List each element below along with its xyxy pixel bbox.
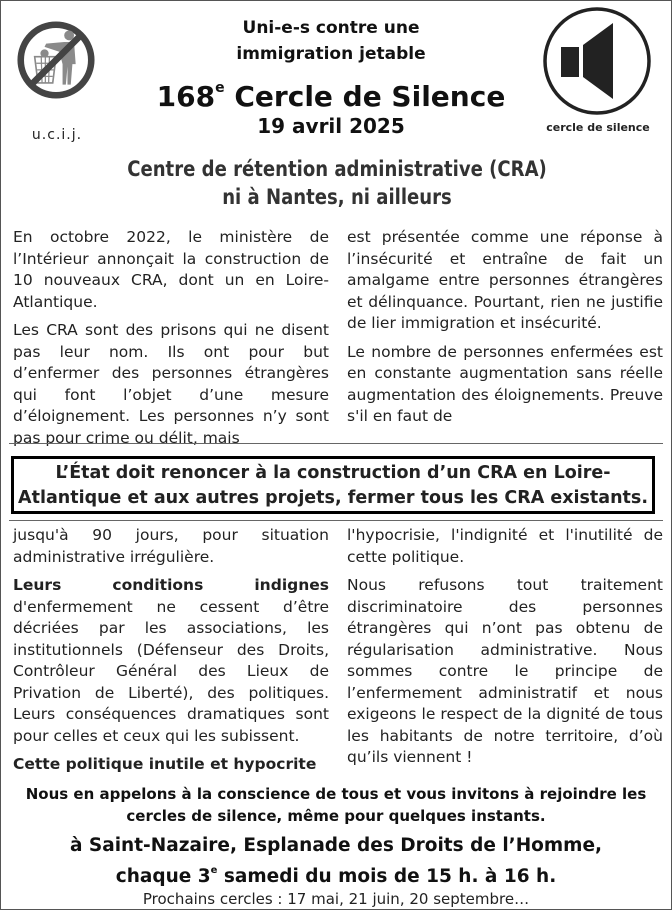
- headline: Centre de rétention administrative (CRA) ni à Nantes, ni ailleurs: [127, 157, 547, 209]
- event-date: 19 avril 2025: [257, 114, 405, 138]
- next-dates: Prochains cercles : 17 mai, 21 juin, 20 septembre…: [142, 890, 530, 908]
- bottom-columns: [13, 525, 663, 783]
- footer: Nous en appelons à la conscience de tous et vous invitons à rejoindre les cercles de silence, même pour quelques instants. à Saint-Nazaire, Esplanade des Droits de l’Homme, chaque 3e samedi du mois de 15 h. à 16 h. Prochains cercles : 17 mai, 21 juin, 20 septembre…: [11, 783, 661, 909]
- top-left-column: En octobre 2022, le ministère de l’Intérieur annonçait la construction de 10 nouveaux CRA, dont un en Loire-Atlantique. Les CRA sont des prisons qui ne disent pas leur nom. Ils ont pour but d’enfermer des personnes étrangères qui font l’objet d’une mesure d’éloignement. Les personnes n’y sont pas pour crime ou délit, mais: [13, 228, 329, 447]
- top-right-column: est présentée comme une réponse à l’insécurité et entraîne de fait un amalgame entre personnes étrangères et délinquance. Pourtant, rien ne justifie de lier immigration et insécurité. Le nombre de personnes enfermées est en constante augmentation sans réelle augmentation des éloignements. Preuve s'il en faut de: [347, 228, 663, 425]
- callout-box: L’État doit renoncer à la construction d’un CRA en Loire- Atlantique et aux autres projets, fermer tous les CRA existants.: [11, 456, 655, 514]
- header-subtitle-line2: immigration jetable: [236, 44, 426, 64]
- divider-top: [9, 443, 663, 444]
- bottom-left-column: jusqu'à 90 jours, pour situation administrative irrégulière. Leurs conditions indignes d'enfermement ne cessent d’être décriées par les associations, les institutionnels (Défenseur des Droits, Contrôleur Général des Lieux de Privation de Liberté), des politiques. Leurs conséquences dramatiques sont pour celles et ceux qui les subissent. Cette politique inutile et hypocrite: [13, 526, 329, 773]
- header: [121, 15, 541, 138]
- no-littering-crossed-icon: [15, 19, 97, 101]
- speaker-mute-icon: [541, 5, 653, 117]
- location: à Saint-Nazaire, Esplanade des Droits de l’Homme,: [69, 835, 603, 856]
- header-subtitle-line1: Uni-e-s contre une: [242, 18, 420, 38]
- page-title: 168e Cercle de Silence: [156, 80, 506, 113]
- ucij-label: u.c.i.j.: [31, 127, 83, 143]
- divider-bottom: [9, 520, 663, 521]
- bottom-right-column: l'hypocrisie, l'indignité et l'inutilité de cette politique. Nous refusons tout traitement discriminatoire des personnes étrangères qui n’ont pas obtenu de régularisation administrative. Nous sommes contre le principe de l’enfermement administratif et nous exigeons le respect de la dignité de tous les habitants de notre territoire, d’où qu’ils viennent !: [347, 526, 663, 766]
- schedule: chaque 3e samedi du mois de 15 h. à 16 h.: [115, 865, 557, 887]
- top-columns: [13, 227, 663, 456]
- cercle-de-silence-label: cercle de silence: [546, 121, 650, 134]
